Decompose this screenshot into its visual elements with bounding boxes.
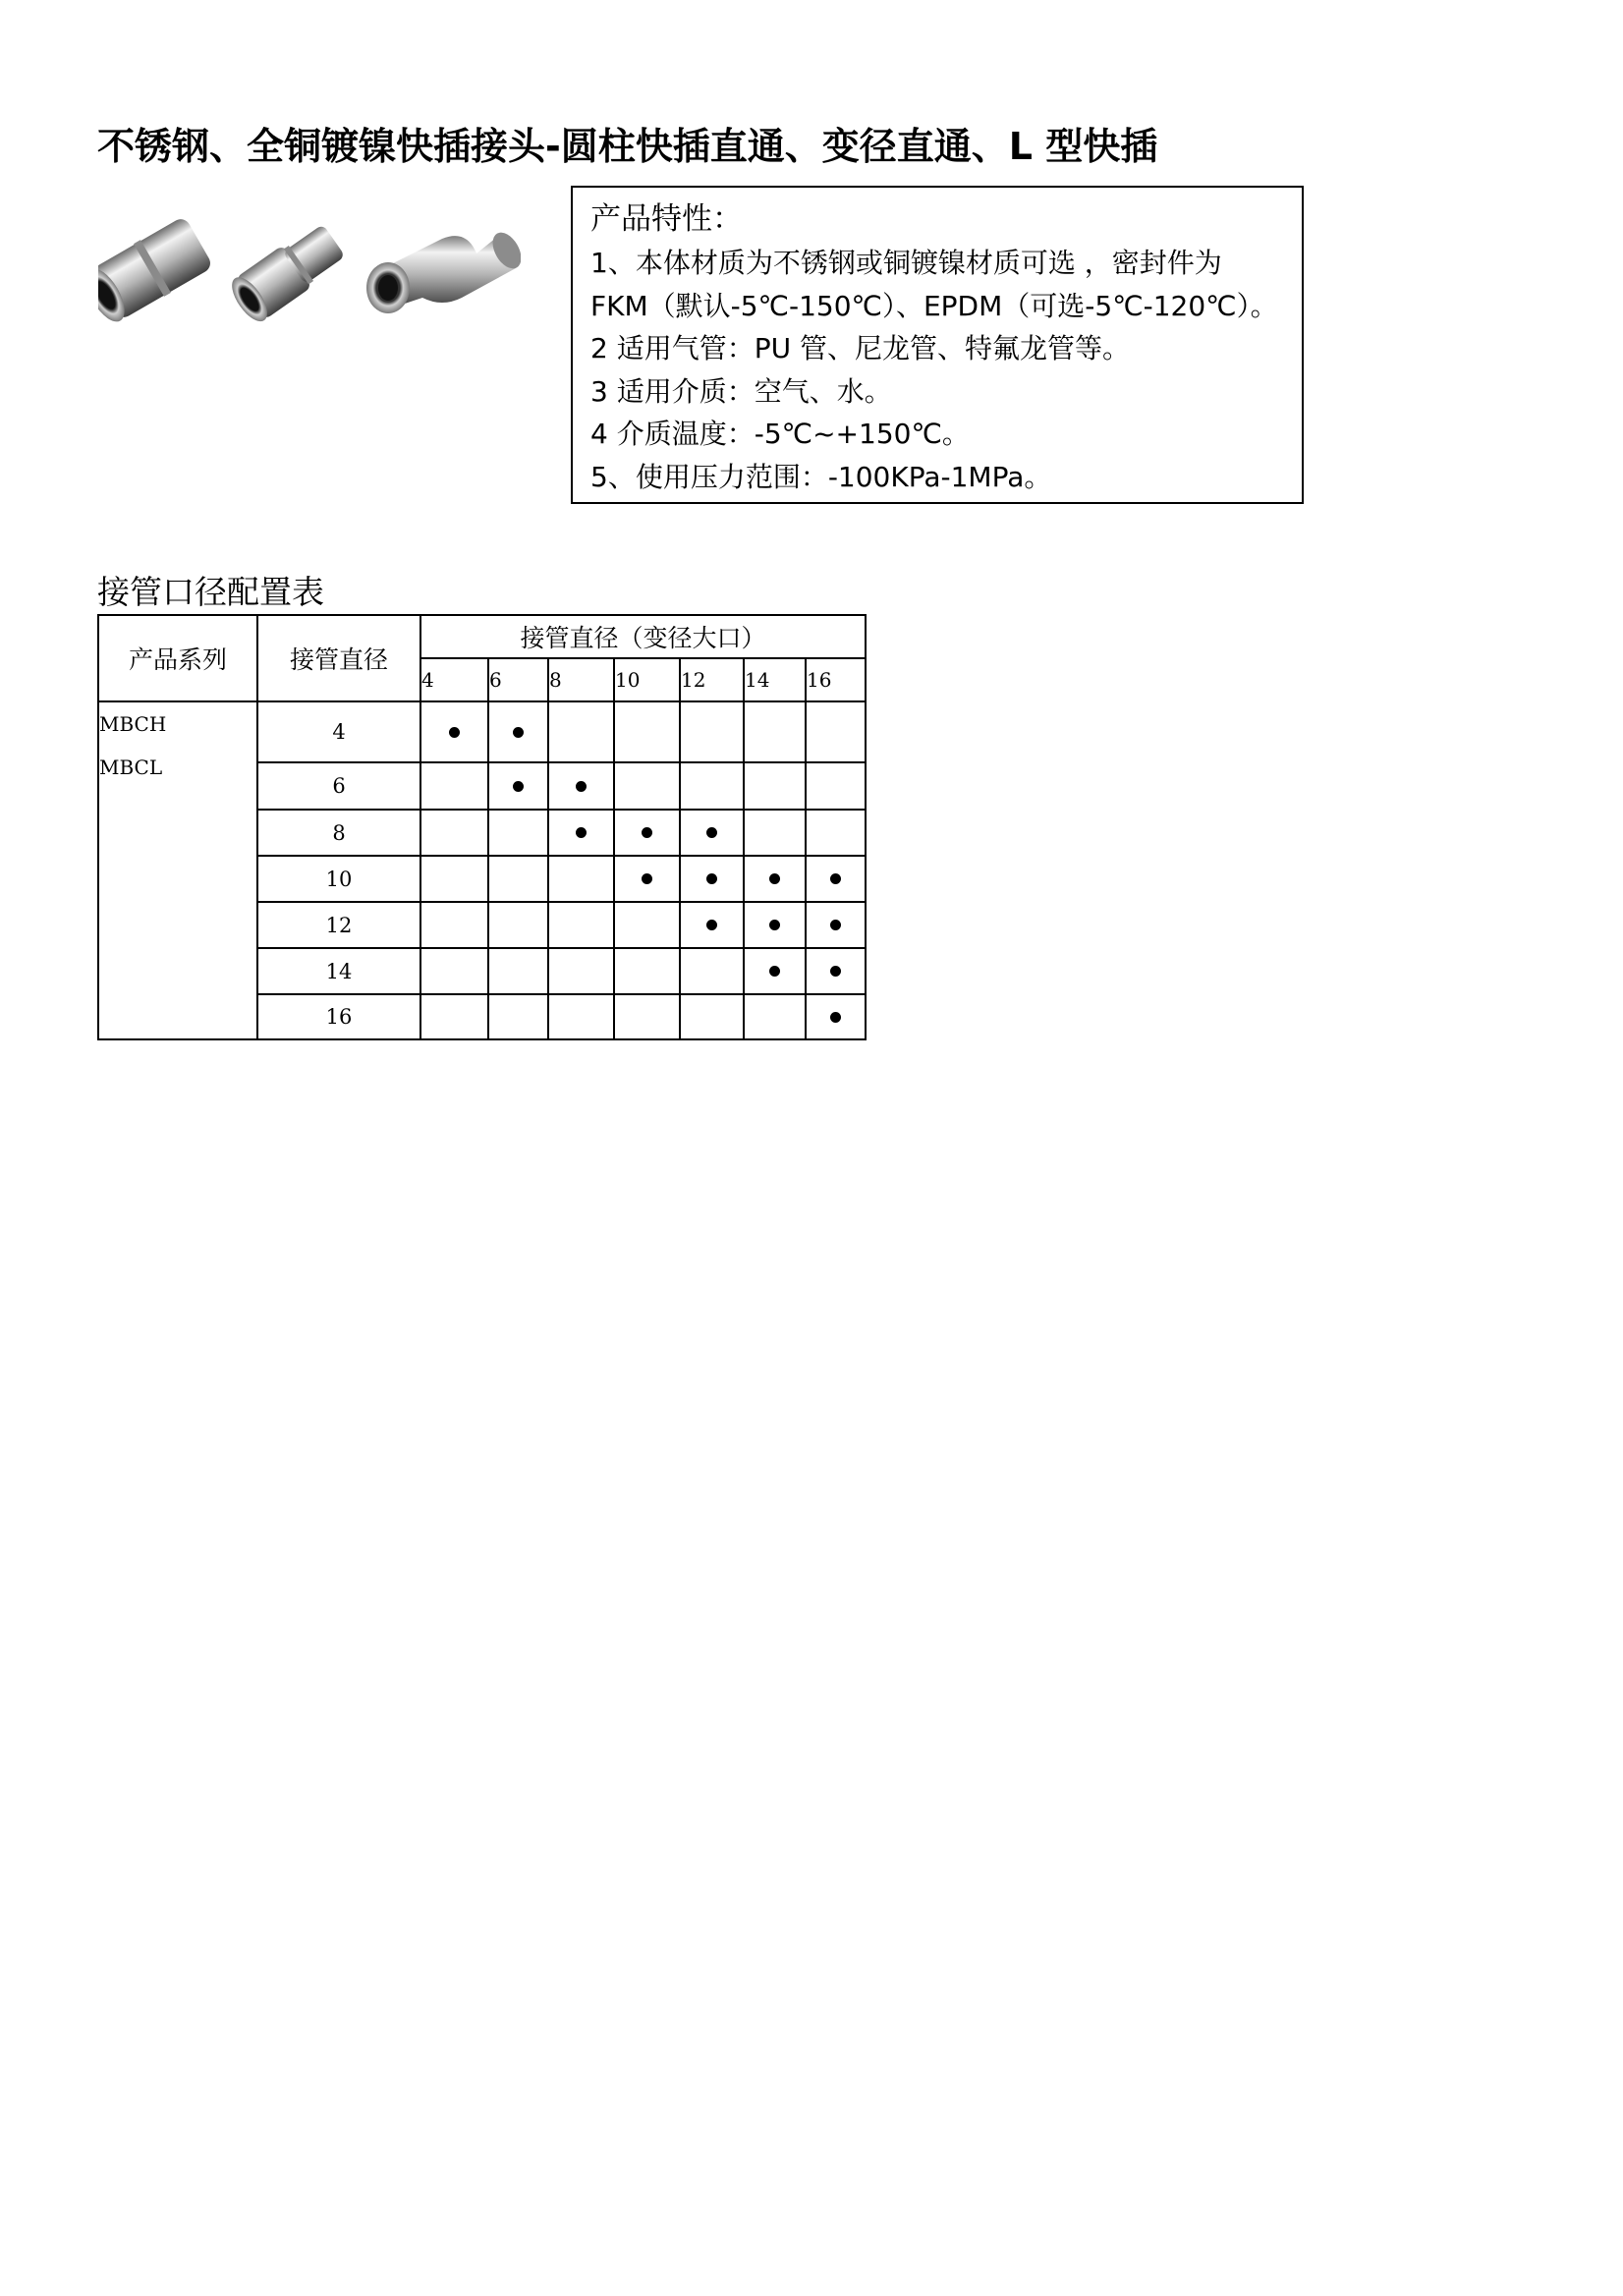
availability-cell [744, 994, 806, 1039]
availability-cell [744, 810, 806, 856]
available-dot-icon [576, 781, 587, 792]
availability-cell [614, 762, 680, 810]
series-name: MBCL [99, 756, 163, 779]
availability-cell [744, 902, 806, 948]
feature-line: 2 适用气管：PU 管、尼龙管、特氟龙管等。 [590, 332, 1130, 364]
availability-cell [806, 948, 866, 994]
availability-cell [806, 810, 866, 856]
availability-cell [680, 856, 744, 902]
available-dot-icon [642, 827, 652, 838]
feature-line: 4 介质温度：-5℃~+150℃。 [590, 418, 970, 450]
available-dot-icon [576, 827, 587, 838]
header-series: 产品系列 [98, 615, 257, 701]
availability-cell [420, 856, 488, 902]
availability-cell [680, 701, 744, 762]
feature-line: FKM（默认-5℃-150℃）、EPDM（可选-5℃-120℃）。 [590, 289, 1278, 322]
availability-cell [488, 856, 548, 902]
available-dot-icon [769, 873, 780, 884]
diameter-cell: 8 [257, 810, 420, 856]
availability-cell [488, 762, 548, 810]
availability-cell [744, 701, 806, 762]
availability-cell [420, 902, 488, 948]
availability-cell [806, 856, 866, 902]
series-cell [98, 701, 257, 1039]
header-port-4: 4 [420, 658, 488, 701]
available-dot-icon [706, 827, 717, 838]
availability-cell [614, 701, 680, 762]
availability-cell [680, 762, 744, 810]
diameter-cell: 12 [257, 902, 420, 948]
availability-cell [488, 994, 548, 1039]
reducer-union-icon [225, 219, 349, 327]
header-port-14: 14 [744, 658, 806, 701]
availability-cell [680, 994, 744, 1039]
header-large-port: 接管直径（变径大口） [420, 615, 866, 658]
availability-cell [806, 701, 866, 762]
available-dot-icon [830, 966, 841, 977]
availability-cell [420, 810, 488, 856]
feature-line: 3 适用介质：空气、水。 [590, 374, 892, 408]
available-dot-icon [513, 781, 524, 792]
header-port-16: 16 [806, 658, 866, 701]
header-port-6: 6 [488, 658, 548, 701]
availability-cell [680, 948, 744, 994]
availability-cell [548, 948, 614, 994]
availability-cell [680, 902, 744, 948]
series-name: MBCH [99, 712, 167, 736]
available-dot-icon [706, 873, 717, 884]
availability-cell [548, 994, 614, 1039]
availability-cell [488, 902, 548, 948]
available-dot-icon [513, 727, 524, 738]
config-table [97, 614, 867, 1040]
availability-cell [614, 810, 680, 856]
feature-line: 5、使用压力范围：-100KPa-1MPa。 [590, 460, 1052, 493]
product-features-box [571, 186, 1304, 504]
features-heading: 产品特性： [590, 201, 743, 237]
availability-cell [614, 902, 680, 948]
availability-cell [420, 994, 488, 1039]
straight-union-icon [98, 215, 214, 329]
availability-cell [548, 701, 614, 762]
page-title: 不锈钢、全铜镀镍快插接头-圆柱快插直通、变径直通、L 型快插 [97, 125, 1158, 168]
availability-cell [614, 994, 680, 1039]
availability-cell [548, 762, 614, 810]
feature-line: 1、本体材质为不锈钢或铜镀镍材质可选 ，密封件为 [590, 247, 1222, 279]
diameter-cell: 10 [257, 856, 420, 902]
availability-cell [488, 810, 548, 856]
availability-cell [548, 902, 614, 948]
availability-cell [744, 948, 806, 994]
availability-cell [488, 948, 548, 994]
diameter-cell: 4 [257, 701, 420, 762]
available-dot-icon [449, 727, 460, 738]
availability-cell [420, 948, 488, 994]
available-dot-icon [830, 873, 841, 884]
available-dot-icon [769, 966, 780, 977]
available-dot-icon [769, 920, 780, 930]
header-diameter: 接管直径 [257, 615, 420, 701]
table-row [98, 701, 866, 762]
available-dot-icon [830, 920, 841, 930]
availability-cell [744, 856, 806, 902]
header-port-10: 10 [614, 658, 680, 701]
header-port-12: 12 [680, 658, 744, 701]
availability-cell [806, 994, 866, 1039]
diameter-cell: 6 [257, 762, 420, 810]
availability-cell [488, 701, 548, 762]
availability-cell [548, 810, 614, 856]
availability-cell [680, 810, 744, 856]
availability-cell [806, 902, 866, 948]
availability-cell [420, 762, 488, 810]
elbow-union-icon [366, 228, 521, 313]
availability-cell [548, 856, 614, 902]
availability-cell [420, 701, 488, 762]
product-photos [98, 195, 521, 342]
available-dot-icon [642, 873, 652, 884]
diameter-cell: 16 [257, 994, 420, 1039]
config-table-title: 接管口径配置表 [97, 573, 324, 611]
availability-cell [614, 948, 680, 994]
available-dot-icon [830, 1012, 841, 1023]
availability-cell [744, 762, 806, 810]
availability-cell [614, 856, 680, 902]
diameter-cell: 14 [257, 948, 420, 994]
availability-cell [806, 762, 866, 810]
header-port-8: 8 [548, 658, 614, 701]
available-dot-icon [706, 920, 717, 930]
